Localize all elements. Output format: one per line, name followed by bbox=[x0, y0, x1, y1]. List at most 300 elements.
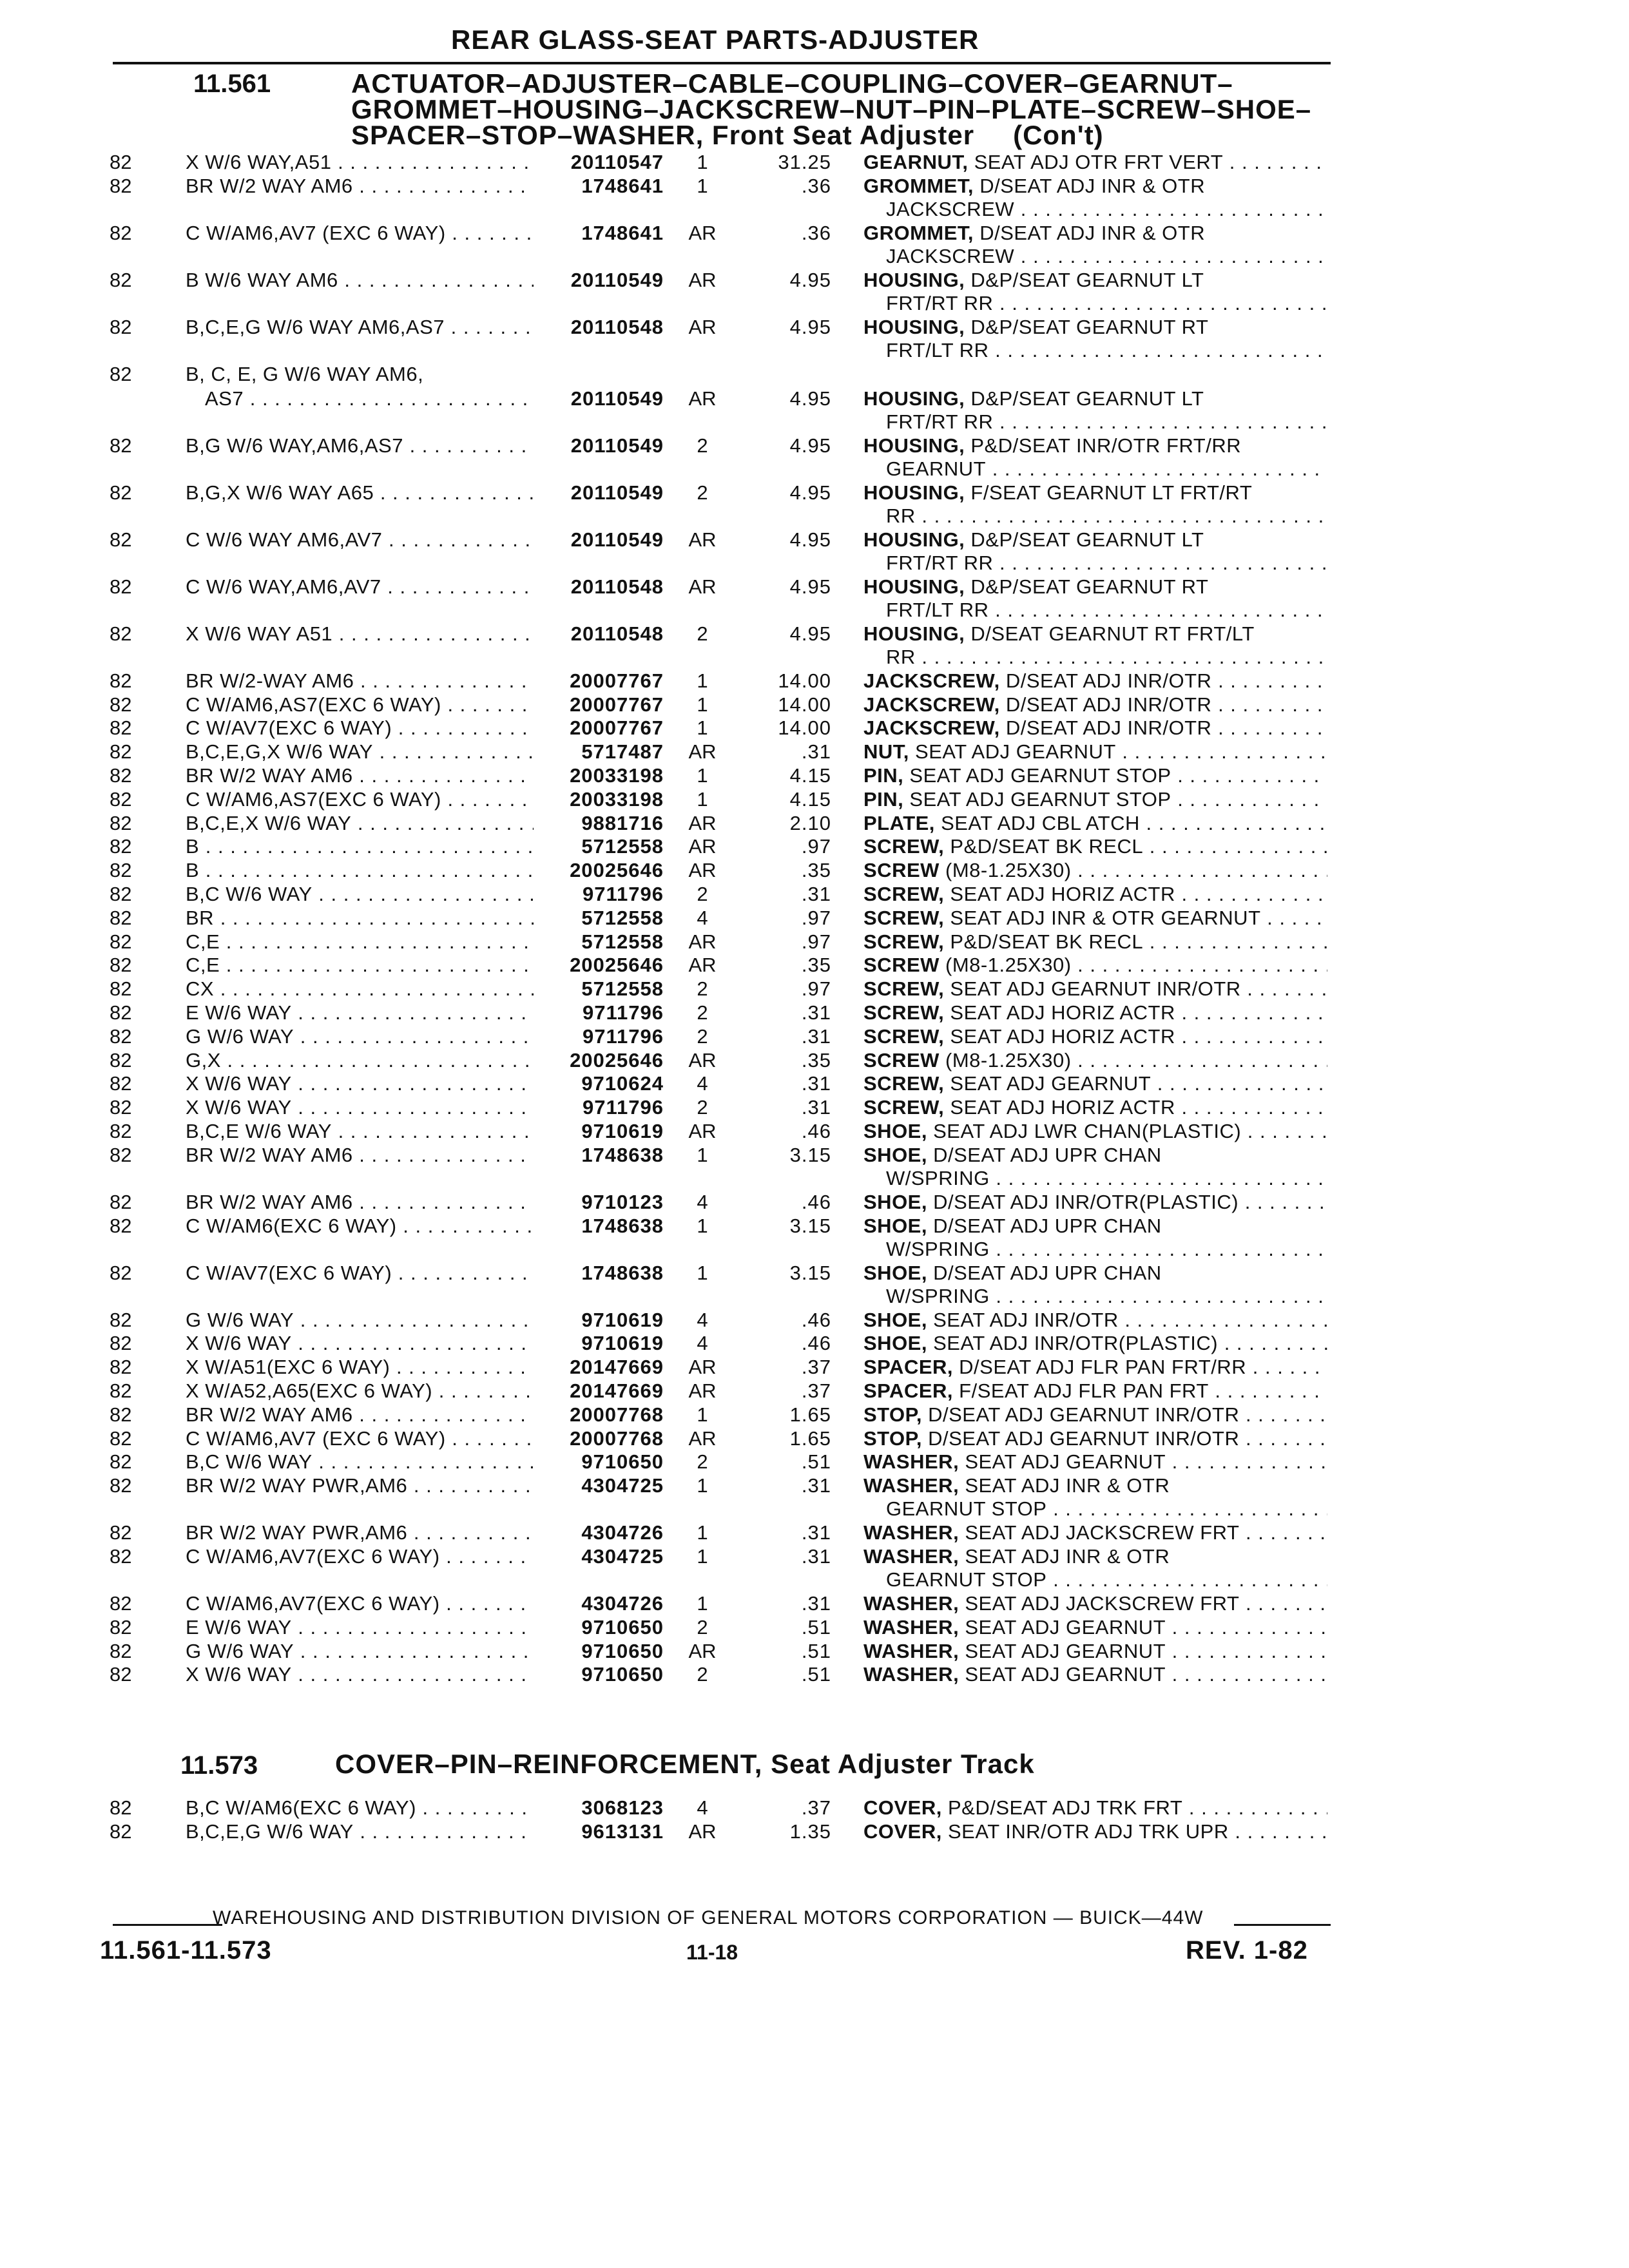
part-detail: SEAT ADJ GEARNUT bbox=[965, 1639, 1166, 1662]
group-number: 82 bbox=[110, 1379, 132, 1402]
part-detail: SEAT ADJ HORIZ ACTR bbox=[950, 1096, 1175, 1119]
price: 4.95 bbox=[789, 575, 831, 598]
group-number: 82 bbox=[110, 716, 132, 740]
footer-rule-right bbox=[1234, 1924, 1331, 1926]
application: B . . . bbox=[186, 834, 534, 860]
group-number: 82 bbox=[110, 1820, 132, 1843]
quantity: 4 bbox=[697, 906, 708, 929]
quantity: 4 bbox=[697, 1332, 708, 1355]
description bbox=[863, 858, 1327, 883]
quantity: 1 bbox=[697, 1261, 708, 1284]
part-detail: D&P/SEAT GEARNUT LT bbox=[970, 528, 1204, 551]
price: .31 bbox=[801, 1545, 831, 1568]
price: 4.95 bbox=[789, 481, 831, 504]
group-number: 82 bbox=[110, 1332, 132, 1355]
part-number: 9710650 bbox=[581, 1450, 664, 1474]
description bbox=[863, 1402, 1327, 1428]
quantity: AR bbox=[688, 575, 717, 598]
part-name: SPACER, bbox=[863, 1356, 954, 1379]
group-number: 82 bbox=[110, 1450, 132, 1474]
quantity: AR bbox=[688, 1427, 717, 1450]
part-name: HOUSING, bbox=[863, 575, 965, 598]
application: C W/AV7(EXC 6 WAY) . . . bbox=[186, 715, 534, 741]
footer-rule-left bbox=[113, 1924, 222, 1926]
table-row bbox=[0, 692, 1629, 718]
table-row bbox=[0, 811, 1629, 836]
application: BR W/2 WAY AM6 . . . bbox=[186, 1189, 534, 1215]
application: B,C,E,G W/6 WAY . . . bbox=[186, 1819, 534, 1845]
table-row bbox=[0, 1591, 1629, 1617]
price: .51 bbox=[801, 1639, 831, 1662]
price: 31.25 bbox=[778, 151, 831, 173]
price: .31 bbox=[801, 883, 831, 905]
part-detail: SEAT ADJ LWR CHAN(PLASTIC) bbox=[933, 1120, 1242, 1142]
price: 4.95 bbox=[789, 528, 831, 551]
group-number: 82 bbox=[110, 1615, 132, 1639]
application: X W/6 WAY . . . bbox=[186, 1662, 534, 1687]
group-number: 82 bbox=[110, 1096, 132, 1119]
part-detail: D/SEAT ADJ INR/OTR(PLASTIC) bbox=[933, 1190, 1239, 1213]
part-detail: SEAT ADJ GEARNUT STOP bbox=[909, 787, 1171, 811]
group-number: 82 bbox=[110, 268, 132, 291]
part-name: WASHER, bbox=[863, 1639, 959, 1662]
part-detail: D/SEAT ADJ INR/OTR bbox=[1005, 693, 1212, 716]
application: B,C,E,X W/6 WAY . . . bbox=[186, 811, 534, 836]
part-number: 20110549 bbox=[570, 481, 664, 504]
application: BR W/2-WAY AM6 . . . bbox=[186, 668, 534, 694]
quantity: 4 bbox=[697, 1072, 708, 1095]
part-number: 9710650 bbox=[581, 1663, 664, 1686]
application: C W/AM6,AV7 (EXC 6 WAY) . . . bbox=[186, 220, 534, 246]
group-number: 82 bbox=[110, 1521, 132, 1544]
group-number: 82 bbox=[110, 1143, 132, 1166]
application: B,C W/6 WAY . . . bbox=[186, 1449, 534, 1475]
price: .97 bbox=[801, 977, 831, 1001]
price: .51 bbox=[801, 1615, 831, 1639]
price: .37 bbox=[801, 1356, 831, 1379]
part-detail: P&D/SEAT BK RECL bbox=[950, 930, 1144, 953]
part-detail: SEAT ADJ HORIZ ACTR bbox=[950, 1001, 1175, 1024]
part-name: SCREW bbox=[863, 859, 940, 882]
application: B W/6 WAY AM6 . . . bbox=[186, 267, 534, 293]
part-detail: SEAT ADJ CBL ATCH bbox=[941, 811, 1140, 834]
part-name: HOUSING, bbox=[863, 622, 965, 645]
description bbox=[863, 480, 1327, 506]
part-detail: SEAT ADJ OTR FRT VERT bbox=[974, 151, 1224, 173]
description bbox=[863, 763, 1327, 789]
part-detail: SEAT ADJ INR & OTR GEARNUT bbox=[950, 906, 1261, 929]
table-row bbox=[0, 1307, 1629, 1333]
part-name: PIN, bbox=[863, 764, 904, 787]
price: .97 bbox=[801, 835, 831, 858]
application: X W/A51(EXC 6 WAY) . . . bbox=[186, 1354, 534, 1380]
price: 3.15 bbox=[789, 1214, 831, 1237]
quantity: 1 bbox=[697, 1474, 708, 1497]
application: B,G,X W/6 WAY A65 . . . bbox=[186, 480, 534, 506]
part-number: 20110548 bbox=[570, 622, 664, 645]
part-number: 20007768 bbox=[570, 1403, 664, 1426]
application: G W/6 WAY . . . bbox=[186, 1639, 534, 1664]
quantity: 1 bbox=[697, 716, 708, 740]
group-number: 82 bbox=[110, 1663, 132, 1686]
application: C W/AM6(EXC 6 WAY) . . . bbox=[186, 1213, 534, 1239]
quantity: 1 bbox=[697, 174, 708, 197]
footer-page-number: 11-18 bbox=[686, 1941, 738, 1964]
section-title-line3-bold: SPACER–STOP–WASHER, bbox=[351, 120, 704, 150]
price: 14.00 bbox=[778, 669, 831, 692]
group-number: 82 bbox=[110, 1261, 132, 1284]
part-name: SHOE, bbox=[863, 1332, 927, 1355]
price: .31 bbox=[801, 1001, 831, 1024]
group-number: 82 bbox=[110, 1474, 132, 1497]
table-row bbox=[0, 1402, 1629, 1428]
part-number: 9710650 bbox=[581, 1639, 664, 1662]
part-name: WASHER, bbox=[863, 1521, 959, 1544]
part-detail: (M8-1.25X30) bbox=[945, 1048, 1072, 1072]
price: .51 bbox=[801, 1450, 831, 1474]
table-row bbox=[0, 763, 1629, 789]
application: X W/6 WAY,A51 . . . bbox=[186, 149, 534, 175]
table-row bbox=[0, 1331, 1629, 1356]
application: B,C,E,G,X W/6 WAY . . . bbox=[186, 739, 534, 765]
group-number: 82 bbox=[110, 575, 132, 598]
table-row bbox=[0, 1189, 1629, 1215]
part-number: 9881716 bbox=[581, 811, 664, 834]
quantity: 1 bbox=[697, 1592, 708, 1615]
description bbox=[863, 1354, 1327, 1380]
application: X W/6 WAY . . . bbox=[186, 1095, 534, 1120]
part-number: 5712558 bbox=[581, 906, 664, 929]
part-number: 20007767 bbox=[570, 716, 664, 740]
footer-revision: REV. 1-82 bbox=[1186, 1936, 1308, 1965]
section2-title-subject: Seat Adjuster Track bbox=[771, 1749, 1035, 1779]
quantity: 1 bbox=[697, 693, 708, 716]
part-number: 20007768 bbox=[570, 1427, 664, 1450]
part-detail: D/SEAT ADJ INR/OTR bbox=[1005, 716, 1212, 740]
part-detail: D/SEAT ADJ INR & OTR bbox=[979, 174, 1206, 197]
price: .51 bbox=[801, 1663, 831, 1686]
part-detail: SEAT ADJ GEARNUT bbox=[965, 1615, 1166, 1639]
price: 4.95 bbox=[789, 315, 831, 338]
quantity: 2 bbox=[697, 434, 708, 457]
part-number: 20025646 bbox=[570, 859, 664, 882]
group-number: 82 bbox=[110, 1796, 132, 1819]
description bbox=[863, 433, 1327, 459]
part-name: HOUSING, bbox=[863, 528, 965, 551]
part-number: 9710619 bbox=[581, 1120, 664, 1142]
part-detail: F/SEAT GEARNUT LT FRT/RT bbox=[970, 481, 1253, 504]
section-continued: (Con't) bbox=[1013, 120, 1104, 150]
quantity: 4 bbox=[697, 1190, 708, 1213]
part-name: GEARNUT, bbox=[863, 151, 969, 173]
description-cont: FRT/RT RR . . . bbox=[886, 550, 1327, 576]
part-number: 1748641 bbox=[581, 174, 664, 197]
page-title: REAR GLASS-SEAT PARTS-ADJUSTER bbox=[451, 24, 979, 55]
part-name: SCREW, bbox=[863, 883, 945, 905]
application: B,C,E,G W/6 WAY AM6,AS7 . . . bbox=[186, 314, 534, 340]
part-number: 5717487 bbox=[581, 740, 664, 764]
part-name: HOUSING, bbox=[863, 387, 965, 410]
table-row bbox=[0, 574, 1629, 621]
group-number: 82 bbox=[110, 622, 132, 645]
price: .97 bbox=[801, 906, 831, 929]
part-detail: D&P/SEAT GEARNUT RT bbox=[970, 575, 1209, 598]
description bbox=[863, 220, 1327, 246]
part-detail: P&D/SEAT INR/OTR FRT/RR bbox=[970, 434, 1242, 457]
quantity: 1 bbox=[697, 151, 708, 173]
table-row bbox=[0, 1260, 1629, 1307]
quantity: AR bbox=[688, 811, 717, 834]
table-row bbox=[0, 433, 1629, 480]
group-number: 82 bbox=[110, 693, 132, 716]
part-detail: SEAT INR/OTR ADJ TRK UPR bbox=[947, 1820, 1229, 1843]
part-name: SCREW, bbox=[863, 930, 945, 953]
part-name: WASHER, bbox=[863, 1615, 959, 1639]
part-number: 20110547 bbox=[570, 151, 664, 173]
table-row bbox=[0, 1024, 1629, 1050]
table-row bbox=[0, 173, 1629, 220]
table-row bbox=[0, 1095, 1629, 1120]
group-number: 82 bbox=[110, 1639, 132, 1662]
part-name: SCREW, bbox=[863, 906, 945, 929]
part-number: 20025646 bbox=[570, 1048, 664, 1072]
application: B,C,E W/6 WAY . . . bbox=[186, 1119, 534, 1144]
description bbox=[863, 1071, 1327, 1097]
description bbox=[863, 692, 1327, 718]
description bbox=[863, 621, 1327, 647]
description bbox=[863, 574, 1327, 600]
quantity: 1 bbox=[697, 787, 708, 811]
part-number: 9710650 bbox=[581, 1615, 664, 1639]
application: E W/6 WAY . . . bbox=[186, 1000, 534, 1026]
description-cont: FRT/LT RR . . . bbox=[886, 338, 1327, 363]
price: 4.95 bbox=[789, 387, 831, 410]
application-cont: AS7 . . . bbox=[205, 386, 534, 412]
description bbox=[863, 952, 1327, 978]
table-row bbox=[0, 787, 1629, 812]
group-number: 82 bbox=[110, 811, 132, 834]
part-name: COVER, bbox=[863, 1796, 942, 1819]
part-number: 20110549 bbox=[570, 434, 664, 457]
description-cont: RR . . . bbox=[886, 644, 1327, 670]
group-number: 82 bbox=[110, 930, 132, 953]
quantity: AR bbox=[688, 387, 717, 410]
part-name: SHOE, bbox=[863, 1143, 927, 1166]
quantity: 2 bbox=[697, 1663, 708, 1686]
description bbox=[863, 1544, 1327, 1570]
quantity: AR bbox=[688, 1639, 717, 1662]
part-number: 20033198 bbox=[570, 787, 664, 811]
application: BR W/2 WAY PWR,AM6 . . . bbox=[186, 1473, 534, 1499]
part-name: SPACER, bbox=[863, 1379, 954, 1402]
price: .46 bbox=[801, 1332, 831, 1355]
part-name: HOUSING, bbox=[863, 268, 965, 291]
description bbox=[863, 1000, 1327, 1026]
group-number: 82 bbox=[110, 151, 132, 173]
group-number: 82 bbox=[110, 1190, 132, 1213]
part-number: 4304725 bbox=[581, 1474, 664, 1497]
part-name: SHOE, bbox=[863, 1120, 927, 1142]
description bbox=[863, 739, 1327, 765]
application: G,X . . . bbox=[186, 1048, 534, 1073]
group-number: 82 bbox=[110, 481, 132, 504]
part-detail: P&D/SEAT ADJ TRK FRT bbox=[947, 1796, 1183, 1819]
section-title-line3 bbox=[351, 122, 1311, 148]
quantity: 1 bbox=[697, 1545, 708, 1568]
group-number: 82 bbox=[110, 906, 132, 929]
table-row bbox=[0, 1544, 1629, 1591]
price: .31 bbox=[801, 1096, 831, 1119]
price: 1.65 bbox=[789, 1427, 831, 1450]
price: .37 bbox=[801, 1796, 831, 1819]
group-number: 82 bbox=[110, 977, 132, 1001]
quantity: 4 bbox=[697, 1308, 708, 1331]
description bbox=[863, 1449, 1327, 1475]
table-row bbox=[0, 1449, 1629, 1475]
part-detail: SEAT ADJ HORIZ ACTR bbox=[950, 883, 1175, 905]
description bbox=[863, 1591, 1327, 1617]
application: C,E . . . bbox=[186, 952, 534, 978]
price: 4.95 bbox=[789, 268, 831, 291]
table-row bbox=[0, 480, 1629, 527]
price: .35 bbox=[801, 859, 831, 882]
part-name: JACKSCREW, bbox=[863, 669, 1000, 692]
section2-title-bold: COVER–PIN–REINFORCEMENT, bbox=[335, 1749, 763, 1779]
table-row bbox=[0, 834, 1629, 860]
application: BR W/2 WAY AM6 . . . bbox=[186, 1142, 534, 1168]
group-number: 82 bbox=[110, 528, 132, 551]
part-detail: D/SEAT ADJ GEARNUT INR/OTR bbox=[928, 1427, 1240, 1450]
price: 4.95 bbox=[789, 434, 831, 457]
part-name: SHOE, bbox=[863, 1261, 927, 1284]
part-name: GROMMET, bbox=[863, 221, 974, 244]
part-name: SHOE, bbox=[863, 1190, 927, 1213]
application: X W/6 WAY . . . bbox=[186, 1331, 534, 1356]
group-number: 82 bbox=[110, 740, 132, 764]
part-number: 5712558 bbox=[581, 835, 664, 858]
part-detail: SEAT ADJ JACKSCREW FRT bbox=[965, 1521, 1240, 1544]
application: C W/6 WAY,AM6,AV7 . . . bbox=[186, 574, 534, 600]
group-number: 82 bbox=[110, 362, 132, 385]
part-detail: D&P/SEAT GEARNUT RT bbox=[970, 315, 1209, 338]
description-cont: JACKSCREW . . . bbox=[886, 197, 1327, 222]
price: .37 bbox=[801, 1379, 831, 1402]
price: 3.15 bbox=[789, 1261, 831, 1284]
part-detail: D&P/SEAT GEARNUT LT bbox=[970, 268, 1204, 291]
part-number: 20007767 bbox=[570, 669, 664, 692]
table-row bbox=[0, 905, 1629, 931]
part-number: 1748638 bbox=[581, 1261, 664, 1284]
part-detail: SEAT ADJ INR/OTR bbox=[933, 1308, 1119, 1331]
quantity: 2 bbox=[697, 1615, 708, 1639]
application: BR W/2 WAY AM6 . . . bbox=[186, 173, 534, 199]
quantity: AR bbox=[688, 835, 717, 858]
price: .46 bbox=[801, 1308, 831, 1331]
application: B,C W/AM6(EXC 6 WAY) . . . bbox=[186, 1795, 534, 1821]
group-number: 82 bbox=[110, 434, 132, 457]
quantity: 2 bbox=[697, 622, 708, 645]
part-name: HOUSING, bbox=[863, 434, 965, 457]
part-number: 1748638 bbox=[581, 1143, 664, 1166]
part-name: WASHER, bbox=[863, 1545, 959, 1568]
price: .31 bbox=[801, 1521, 831, 1544]
group-number: 82 bbox=[110, 835, 132, 858]
quantity: 2 bbox=[697, 977, 708, 1001]
part-number: 20147669 bbox=[570, 1356, 664, 1379]
description bbox=[863, 715, 1327, 741]
table-row bbox=[0, 1213, 1629, 1260]
part-number: 20110549 bbox=[570, 528, 664, 551]
part-number: 1748641 bbox=[581, 221, 664, 244]
description bbox=[863, 1819, 1327, 1845]
application: C W/6 WAY AM6,AV7 . . . bbox=[186, 527, 534, 553]
description bbox=[863, 1213, 1327, 1239]
table-row bbox=[0, 858, 1629, 883]
description-cont: GEARNUT STOP . . . bbox=[886, 1567, 1327, 1593]
part-detail: SEAT ADJ GEARNUT bbox=[965, 1450, 1166, 1474]
description bbox=[863, 314, 1327, 340]
description bbox=[863, 929, 1327, 955]
part-name: SCREW, bbox=[863, 1096, 945, 1119]
part-number: 20110549 bbox=[570, 268, 664, 291]
group-number: 82 bbox=[110, 1356, 132, 1379]
description-cont: FRT/RT RR . . . bbox=[886, 291, 1327, 316]
table-row bbox=[0, 1000, 1629, 1026]
part-name: SHOE, bbox=[863, 1308, 927, 1331]
part-name: GROMMET, bbox=[863, 174, 974, 197]
quantity: 2 bbox=[697, 1024, 708, 1048]
group-number: 82 bbox=[110, 1024, 132, 1048]
application: B,C W/6 WAY . . . bbox=[186, 881, 534, 907]
part-name: WASHER, bbox=[863, 1450, 959, 1474]
price: 14.00 bbox=[778, 693, 831, 716]
price: 14.00 bbox=[778, 716, 831, 740]
description bbox=[863, 834, 1327, 860]
quantity: 2 bbox=[697, 883, 708, 905]
part-detail: SEAT ADJ GEARNUT STOP bbox=[909, 764, 1171, 787]
quantity: 1 bbox=[697, 1214, 708, 1237]
description bbox=[863, 1426, 1327, 1452]
application: BR W/2 WAY AM6 . . . bbox=[186, 763, 534, 789]
table-row bbox=[0, 1142, 1629, 1189]
group-number: 82 bbox=[110, 1592, 132, 1615]
table-row bbox=[0, 1662, 1629, 1687]
part-number: 20110548 bbox=[570, 575, 664, 598]
description bbox=[863, 881, 1327, 907]
application: C W/AM6,AV7 (EXC 6 WAY) . . . bbox=[186, 1426, 534, 1452]
part-detail: (M8-1.25X30) bbox=[945, 859, 1072, 882]
part-detail: D/SEAT ADJ INR/OTR bbox=[1005, 669, 1212, 692]
part-name: WASHER, bbox=[863, 1474, 959, 1497]
description-cont: FRT/RT RR . . . bbox=[886, 409, 1327, 435]
part-detail: D/SEAT GEARNUT RT FRT/LT bbox=[970, 622, 1255, 645]
part-number: 9711796 bbox=[583, 883, 664, 905]
description bbox=[863, 787, 1327, 812]
table-row bbox=[0, 668, 1629, 694]
part-name: SCREW, bbox=[863, 1001, 945, 1024]
description-cont: RR . . . bbox=[886, 503, 1327, 529]
part-detail: F/SEAT ADJ FLR PAN FRT bbox=[959, 1379, 1209, 1402]
application: C,E . . . bbox=[186, 929, 534, 955]
section-title bbox=[351, 68, 1312, 150]
part-name: SCREW bbox=[863, 954, 940, 977]
part-number: 20025646 bbox=[570, 954, 664, 977]
part-name: HOUSING, bbox=[863, 315, 965, 338]
quantity: AR bbox=[688, 1820, 717, 1843]
header-rule bbox=[113, 62, 1331, 64]
group-number: 82 bbox=[110, 883, 132, 905]
part-detail: SEAT ADJ JACKSCREW FRT bbox=[965, 1592, 1240, 1615]
